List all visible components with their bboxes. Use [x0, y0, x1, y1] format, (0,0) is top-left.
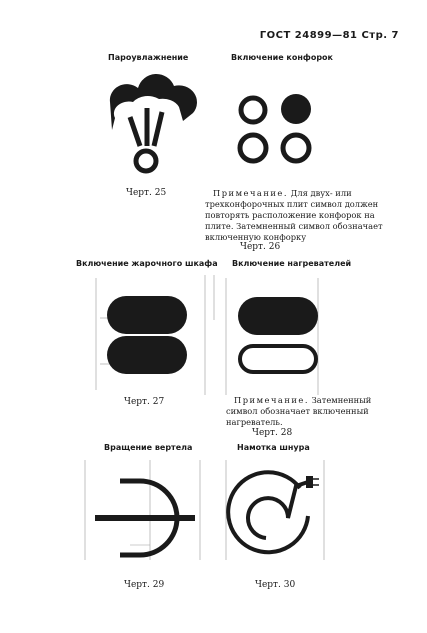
figure-caption-29: Черт. 29 [124, 580, 165, 590]
figure-title-26: Включение конфорок [231, 53, 333, 62]
note-lead-26: Примечание. [213, 188, 288, 198]
note-body-28: Затемненный символ обозначает включенный нагреватель. [226, 395, 372, 427]
figure-title-29: Вращение вертела [104, 443, 193, 452]
figure-title-25: Пароувлажнение [108, 53, 189, 62]
figure-caption-30: Черт. 30 [255, 580, 296, 590]
figure-caption-26: Черт. 26 [240, 242, 281, 252]
page-header: ГОСТ 24899—81 Стр. 7 [259, 30, 399, 41]
figure-caption-28: Черт. 28 [252, 428, 293, 438]
figure-title-27: Включение жарочного шкафа [76, 259, 218, 268]
figure-caption-27: Черт. 27 [124, 397, 165, 407]
figure-title-28: Включение нагревателей [232, 259, 352, 268]
figure-title-30: Намотка шнура [237, 443, 310, 452]
note-lead-28: Примечание. [234, 395, 309, 405]
note-body-26: Для двух- или трехконфорочных плит символ должен повторять расположение конфорок на плите. Затемненный символ обозначает включенную конфорку [205, 188, 383, 242]
figure-caption-25: Черт. 25 [126, 188, 167, 198]
